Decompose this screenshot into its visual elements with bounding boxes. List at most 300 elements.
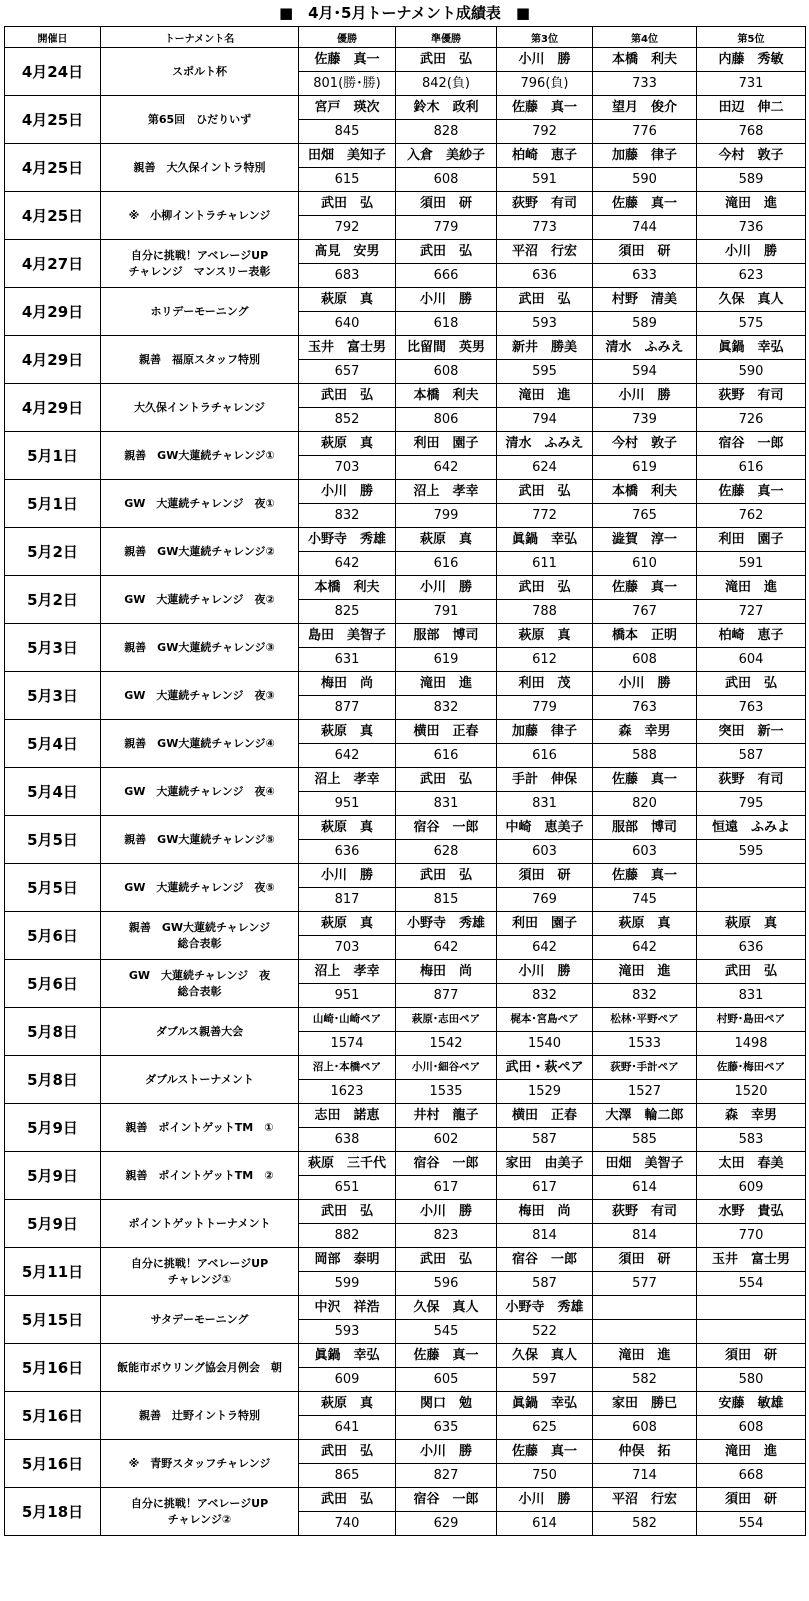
player-name: 滝田 進 xyxy=(593,960,696,984)
player-name: 荻野･手計ペア xyxy=(593,1056,696,1080)
placement-cell xyxy=(697,960,806,1008)
event-date: 5月9日 xyxy=(5,1152,101,1200)
player-name: 萩原 真 xyxy=(497,624,592,648)
player-score: 768 xyxy=(738,124,764,139)
player-name: 沼上 孝幸 xyxy=(299,768,395,792)
player-score: 642 xyxy=(433,460,459,475)
player-score: 1535 xyxy=(429,1084,463,1099)
player-name: 小川 勝 xyxy=(299,480,395,504)
player-name: 萩原 真 xyxy=(593,912,696,936)
placement-cell xyxy=(497,480,593,528)
player-name: 萩原 真 xyxy=(299,912,395,936)
player-score: 763 xyxy=(632,700,657,715)
placement-cell xyxy=(497,624,593,672)
player-score: 640 xyxy=(334,316,360,331)
player-name: 滝田 進 xyxy=(396,672,496,696)
placement-cell xyxy=(396,768,497,816)
player-score: 820 xyxy=(632,796,657,811)
player-score: 642 xyxy=(334,748,360,763)
player-score: 611 xyxy=(532,556,557,571)
table-row xyxy=(5,720,806,768)
player-name: 小川 勝 xyxy=(299,864,395,888)
placement-cell xyxy=(497,1200,593,1248)
placement-cell xyxy=(497,1056,593,1104)
player-score: 845 xyxy=(334,124,360,139)
tournament-name: GW 大蓮続チャレンジ 夜③ xyxy=(101,672,299,720)
tournament-name: ※ 小柳イントラチャレンジ xyxy=(101,192,299,240)
event-date: 5月1日 xyxy=(5,480,101,528)
player-score: 638 xyxy=(334,1132,360,1147)
table-row xyxy=(5,288,806,336)
tournament-name: ダブルス親善大会 xyxy=(101,1008,299,1056)
placement-cell xyxy=(593,240,697,288)
table-row xyxy=(5,192,806,240)
player-score: 636 xyxy=(738,940,764,955)
player-score: 877 xyxy=(433,988,459,1003)
table-row xyxy=(5,624,806,672)
placement-cell xyxy=(299,528,396,576)
placement-cell xyxy=(697,96,806,144)
player-score: 951 xyxy=(334,796,360,811)
placement-cell xyxy=(697,192,806,240)
player-name: 小川 勝 xyxy=(396,576,496,600)
placement-cell xyxy=(299,192,396,240)
player-score: 608 xyxy=(433,364,459,379)
placement-cell xyxy=(593,1248,697,1296)
tournament-name: 親善 辻野イントラ特別 xyxy=(101,1392,299,1440)
player-name: 宿谷 一郎 xyxy=(497,1248,592,1272)
tournament-name: GW 大蓮続チャレンジ 夜② xyxy=(101,576,299,624)
player-score: 599 xyxy=(334,1276,360,1291)
placement-cell xyxy=(697,48,806,96)
placement-cell xyxy=(697,864,806,912)
placement-cell xyxy=(396,1440,497,1488)
placement-cell xyxy=(497,1488,593,1536)
placement-cell xyxy=(593,1344,697,1392)
player-name: 利田 園子 xyxy=(497,912,592,936)
event-date: 5月3日 xyxy=(5,624,101,672)
player-score: 1527 xyxy=(627,1084,662,1099)
player-name xyxy=(697,1296,805,1320)
player-score: 609 xyxy=(738,1180,764,1195)
placement-cell xyxy=(697,288,806,336)
placement-cell xyxy=(396,288,497,336)
placement-cell xyxy=(497,1392,593,1440)
event-date: 4月29日 xyxy=(5,336,101,384)
player-name: 志田 諾恵 xyxy=(299,1104,395,1128)
player-score: 628 xyxy=(433,844,459,859)
player-score: 823 xyxy=(433,1228,459,1243)
event-date: 5月5日 xyxy=(5,864,101,912)
player-score: 739 xyxy=(632,412,657,427)
placement-cell xyxy=(593,864,697,912)
placement-cell xyxy=(396,144,497,192)
player-score: 631 xyxy=(334,652,360,667)
player-name: 荻野 有司 xyxy=(697,384,805,408)
player-name: 小野寺 秀雄 xyxy=(299,528,395,552)
placement-cell xyxy=(697,768,806,816)
table-row xyxy=(5,1104,806,1152)
placement-cell xyxy=(497,864,593,912)
player-name: 眞鍋 幸弘 xyxy=(299,1344,395,1368)
player-score: 589 xyxy=(632,316,657,331)
player-name: 小川 勝 xyxy=(396,1200,496,1224)
player-name: 久保 真人 xyxy=(497,1344,592,1368)
player-name: 本橋 利夫 xyxy=(593,480,696,504)
player-score: 593 xyxy=(532,316,557,331)
player-score: 703 xyxy=(334,460,360,475)
player-score: 616 xyxy=(738,460,764,475)
placement-cell xyxy=(396,480,497,528)
player-name: 今村 敦子 xyxy=(697,144,805,168)
player-score: 603 xyxy=(632,844,657,859)
player-name: 中沢 祥浩 xyxy=(299,1296,395,1320)
player-score: 577 xyxy=(632,1276,657,1291)
placement-cell xyxy=(299,1248,396,1296)
player-score: 635 xyxy=(433,1420,459,1435)
placement-cell xyxy=(299,48,396,96)
event-date: 5月3日 xyxy=(5,672,101,720)
header-row xyxy=(5,27,806,48)
event-date: 5月16日 xyxy=(5,1344,101,1392)
player-score: 779 xyxy=(532,700,557,715)
tournament-name: GW 大蓮続チャレンジ 夜⑤ xyxy=(101,864,299,912)
player-score: 831 xyxy=(532,796,557,811)
tournament-name: 親善 GW大蓮続チャレンジ④ xyxy=(101,720,299,768)
placement-cell xyxy=(497,1296,593,1344)
placement-cell xyxy=(593,672,697,720)
placement-cell xyxy=(299,240,396,288)
column-header-5th: 第5位 xyxy=(697,27,806,48)
player-name: 突田 新一 xyxy=(697,720,805,744)
placement-cell xyxy=(299,144,396,192)
placement-cell xyxy=(396,960,497,1008)
placement-cell xyxy=(593,912,697,960)
placement-cell xyxy=(299,720,396,768)
placement-cell xyxy=(593,960,697,1008)
player-score: 636 xyxy=(334,844,360,859)
player-name: 太田 春美 xyxy=(697,1152,805,1176)
player-score: 951 xyxy=(334,988,360,1003)
placement-cell xyxy=(497,816,593,864)
player-name: 武田 弘 xyxy=(396,1248,496,1272)
player-score: 832 xyxy=(334,508,360,523)
placement-cell xyxy=(593,384,697,432)
player-score: 657 xyxy=(334,364,360,379)
placement-cell xyxy=(396,576,497,624)
player-name: 平沼 行宏 xyxy=(593,1488,696,1512)
placement-cell xyxy=(593,1056,697,1104)
tournament-name: GW 大蓮続チャレンジ 夜④ xyxy=(101,768,299,816)
player-score: 801(勝･勝) xyxy=(313,76,381,91)
player-score: 714 xyxy=(632,1468,657,1483)
player-name: 須田 研 xyxy=(697,1344,805,1368)
player-name: 服部 博司 xyxy=(396,624,496,648)
player-name: 佐藤 真一 xyxy=(593,576,696,600)
player-score: 806 xyxy=(433,412,459,427)
player-score: 582 xyxy=(632,1372,657,1387)
placement-cell xyxy=(593,624,697,672)
table-row xyxy=(5,576,806,624)
player-score: 745 xyxy=(632,892,657,907)
column-header-1st: 優勝 xyxy=(299,27,396,48)
player-name: 玉井 富士男 xyxy=(299,336,395,360)
player-name: 小川 勝 xyxy=(593,672,696,696)
player-score: 815 xyxy=(433,892,459,907)
placement-cell xyxy=(396,384,497,432)
column-header-date: 開催日 xyxy=(5,27,101,48)
event-date: 5月2日 xyxy=(5,528,101,576)
placement-cell xyxy=(396,240,497,288)
player-score: 596 xyxy=(433,1276,459,1291)
player-name: 梅田 尚 xyxy=(396,960,496,984)
player-name: 滝田 進 xyxy=(697,1440,805,1464)
player-name: 宿谷 一郎 xyxy=(396,1488,496,1512)
player-score: 602 xyxy=(433,1132,459,1147)
table-row xyxy=(5,1008,806,1056)
player-name: 安藤 敏雄 xyxy=(697,1392,805,1416)
player-name: 内藤 秀敏 xyxy=(697,48,805,72)
placement-cell xyxy=(299,672,396,720)
placement-cell xyxy=(593,1392,697,1440)
player-name: 武田 弘 xyxy=(299,1488,395,1512)
player-name: 須田 研 xyxy=(593,240,696,264)
placement-cell xyxy=(299,912,396,960)
placement-cell xyxy=(299,1488,396,1536)
placement-cell xyxy=(697,672,806,720)
player-score: 767 xyxy=(632,604,657,619)
placement-cell xyxy=(697,720,806,768)
player-score: 594 xyxy=(632,364,657,379)
player-score: 612 xyxy=(532,652,557,667)
placement-cell xyxy=(497,672,593,720)
player-name: 手計 伸保 xyxy=(497,768,592,792)
player-name: 眞鍋 幸弘 xyxy=(497,528,592,552)
player-name: 新井 勝美 xyxy=(497,336,592,360)
player-score: 792 xyxy=(532,124,557,139)
placement-cell xyxy=(299,432,396,480)
placement-cell xyxy=(697,912,806,960)
player-name: 萩原 真 xyxy=(396,528,496,552)
player-score: 618 xyxy=(433,316,459,331)
table-row xyxy=(5,96,806,144)
player-name: 家田 由美子 xyxy=(497,1152,592,1176)
placement-cell xyxy=(396,1008,497,1056)
placement-cell xyxy=(697,1440,806,1488)
player-name: 小川 勝 xyxy=(497,1488,592,1512)
event-date: 4月24日 xyxy=(5,48,101,96)
placement-cell xyxy=(497,96,593,144)
placement-cell xyxy=(497,288,593,336)
player-name: 恒遠 ふみよ xyxy=(697,816,805,840)
placement-cell xyxy=(396,96,497,144)
player-name: 武田 弘 xyxy=(299,384,395,408)
player-score: 610 xyxy=(632,556,657,571)
tournament-name: 親善 大久保イントラ特別 xyxy=(101,144,299,192)
player-name: 佐藤 真一 xyxy=(697,480,805,504)
placement-cell xyxy=(299,1008,396,1056)
player-name: 武田 弘 xyxy=(697,672,805,696)
player-name: 武田 弘 xyxy=(396,864,496,888)
player-name: 本橋 利夫 xyxy=(593,48,696,72)
player-name: 服部 博司 xyxy=(593,816,696,840)
player-score: 799 xyxy=(433,508,459,523)
player-score: 522 xyxy=(532,1324,557,1339)
placement-cell xyxy=(697,1248,806,1296)
player-score: 608 xyxy=(632,652,657,667)
player-name: 梶本･宮島ペア xyxy=(497,1008,592,1032)
placement-cell xyxy=(396,1392,497,1440)
player-score: 773 xyxy=(532,220,557,235)
player-score: 1498 xyxy=(734,1036,768,1051)
player-score: 852 xyxy=(334,412,360,427)
player-name: 武田 弘 xyxy=(497,576,592,600)
player-name: 田辺 伸二 xyxy=(697,96,805,120)
table-row xyxy=(5,768,806,816)
placement-cell xyxy=(593,1152,697,1200)
player-name: 清水 ふみえ xyxy=(497,432,592,456)
player-score: 590 xyxy=(632,172,657,187)
placement-cell xyxy=(299,1392,396,1440)
placement-cell xyxy=(396,336,497,384)
player-name: 澁賀 淳一 xyxy=(593,528,696,552)
placement-cell xyxy=(396,1104,497,1152)
tournament-name: ホリデーモーニング xyxy=(101,288,299,336)
table-row xyxy=(5,528,806,576)
player-name: 利田 茂 xyxy=(497,672,592,696)
placement-cell xyxy=(497,1104,593,1152)
player-name: 本橋 利夫 xyxy=(396,384,496,408)
event-date: 5月16日 xyxy=(5,1392,101,1440)
player-score: 832 xyxy=(632,988,657,1003)
placement-cell xyxy=(299,1056,396,1104)
player-score: 642 xyxy=(532,940,557,955)
player-name: 小野寺 秀雄 xyxy=(497,1296,592,1320)
player-score: 726 xyxy=(738,412,764,427)
player-name: 佐藤 真一 xyxy=(299,48,395,72)
player-score: 619 xyxy=(632,460,657,475)
placement-cell xyxy=(697,336,806,384)
placement-cell xyxy=(497,528,593,576)
player-name: 小川 勝 xyxy=(497,48,592,72)
player-score: 765 xyxy=(632,508,657,523)
player-score: 582 xyxy=(632,1516,657,1531)
tournament-name: GW 大蓮続チャレンジ 夜① xyxy=(101,480,299,528)
player-name: 比留間 英男 xyxy=(396,336,496,360)
player-score: 580 xyxy=(738,1372,764,1387)
player-name: 梅田 尚 xyxy=(299,672,395,696)
event-date: 5月2日 xyxy=(5,576,101,624)
player-score: 814 xyxy=(532,1228,557,1243)
placement-cell xyxy=(497,1152,593,1200)
player-name: 久保 真人 xyxy=(396,1296,496,1320)
player-score: 575 xyxy=(738,316,764,331)
player-score: 597 xyxy=(532,1372,557,1387)
player-score: 877 xyxy=(334,700,360,715)
player-name: 島田 美智子 xyxy=(299,624,395,648)
results-table xyxy=(4,26,806,1536)
player-score: 583 xyxy=(738,1132,764,1147)
placement-cell xyxy=(697,528,806,576)
player-name: 森 幸男 xyxy=(593,720,696,744)
tournament-name: 親善 福原スタッフ特別 xyxy=(101,336,299,384)
player-name: 玉井 富士男 xyxy=(697,1248,805,1272)
player-name: 萩原 真 xyxy=(299,1392,395,1416)
tournament-name: 親善 GW大蓮続チャレンジ⑤ xyxy=(101,816,299,864)
player-score: 623 xyxy=(738,268,764,283)
placement-cell xyxy=(593,528,697,576)
player-score: 791 xyxy=(433,604,459,619)
placement-cell xyxy=(593,768,697,816)
player-score: 763 xyxy=(738,700,764,715)
placement-cell xyxy=(299,1200,396,1248)
placement-cell xyxy=(396,1248,497,1296)
player-score: 827 xyxy=(433,1468,459,1483)
player-name: 小川 勝 xyxy=(396,1440,496,1464)
player-name: 森 幸男 xyxy=(697,1104,805,1128)
player-score: 882 xyxy=(334,1228,360,1243)
player-score: 792 xyxy=(334,220,360,235)
player-score: 625 xyxy=(532,1420,557,1435)
player-score: 615 xyxy=(334,172,360,187)
player-score: 828 xyxy=(433,124,459,139)
page-title: ■ 4月･5月トーナメント成績表 ■ xyxy=(278,4,531,22)
player-score: 587 xyxy=(532,1132,557,1147)
player-name: 橋本 正明 xyxy=(593,624,696,648)
player-name: 加藤 律子 xyxy=(593,144,696,168)
event-date: 5月6日 xyxy=(5,960,101,1008)
placement-cell xyxy=(497,1440,593,1488)
player-score: 603 xyxy=(532,844,557,859)
placement-cell xyxy=(497,192,593,240)
player-name: 武田 弘 xyxy=(299,1200,395,1224)
tournament-name: ※ 青野スタッフチャレンジ xyxy=(101,1440,299,1488)
tournament-name: 親善 ポイントゲットTM ① xyxy=(101,1104,299,1152)
player-name: 武田 弘 xyxy=(497,288,592,312)
player-score: 740 xyxy=(334,1516,360,1531)
player-score: 624 xyxy=(532,460,557,475)
tournament-name: スポルト杯 xyxy=(101,48,299,96)
placement-cell xyxy=(299,1296,396,1344)
player-score: 831 xyxy=(433,796,459,811)
player-score: 617 xyxy=(532,1180,557,1195)
placement-cell xyxy=(593,1440,697,1488)
player-score: 554 xyxy=(738,1276,764,1291)
player-name: 梅田 尚 xyxy=(497,1200,592,1224)
placement-cell xyxy=(299,1344,396,1392)
player-score: 794 xyxy=(532,412,557,427)
player-score: 1540 xyxy=(527,1036,562,1051)
player-score: 616 xyxy=(433,556,459,571)
player-score: 832 xyxy=(433,700,459,715)
player-score: 1520 xyxy=(734,1084,768,1099)
player-score: 744 xyxy=(632,220,657,235)
player-name: 萩原･志田ペア xyxy=(396,1008,496,1032)
tournament-name: 親善 GW大蓮続チャレンジ① xyxy=(101,432,299,480)
player-name: 横田 正春 xyxy=(396,720,496,744)
placement-cell xyxy=(299,864,396,912)
placement-cell xyxy=(396,1152,497,1200)
player-name: 柏崎 恵子 xyxy=(497,144,592,168)
placement-cell xyxy=(497,336,593,384)
placement-cell xyxy=(697,432,806,480)
placement-cell xyxy=(697,144,806,192)
player-score: 772 xyxy=(532,508,557,523)
player-score: 683 xyxy=(334,268,360,283)
player-name: 荻野 有司 xyxy=(697,768,805,792)
player-name: 入倉 美紗子 xyxy=(396,144,496,168)
player-score xyxy=(697,1320,805,1343)
